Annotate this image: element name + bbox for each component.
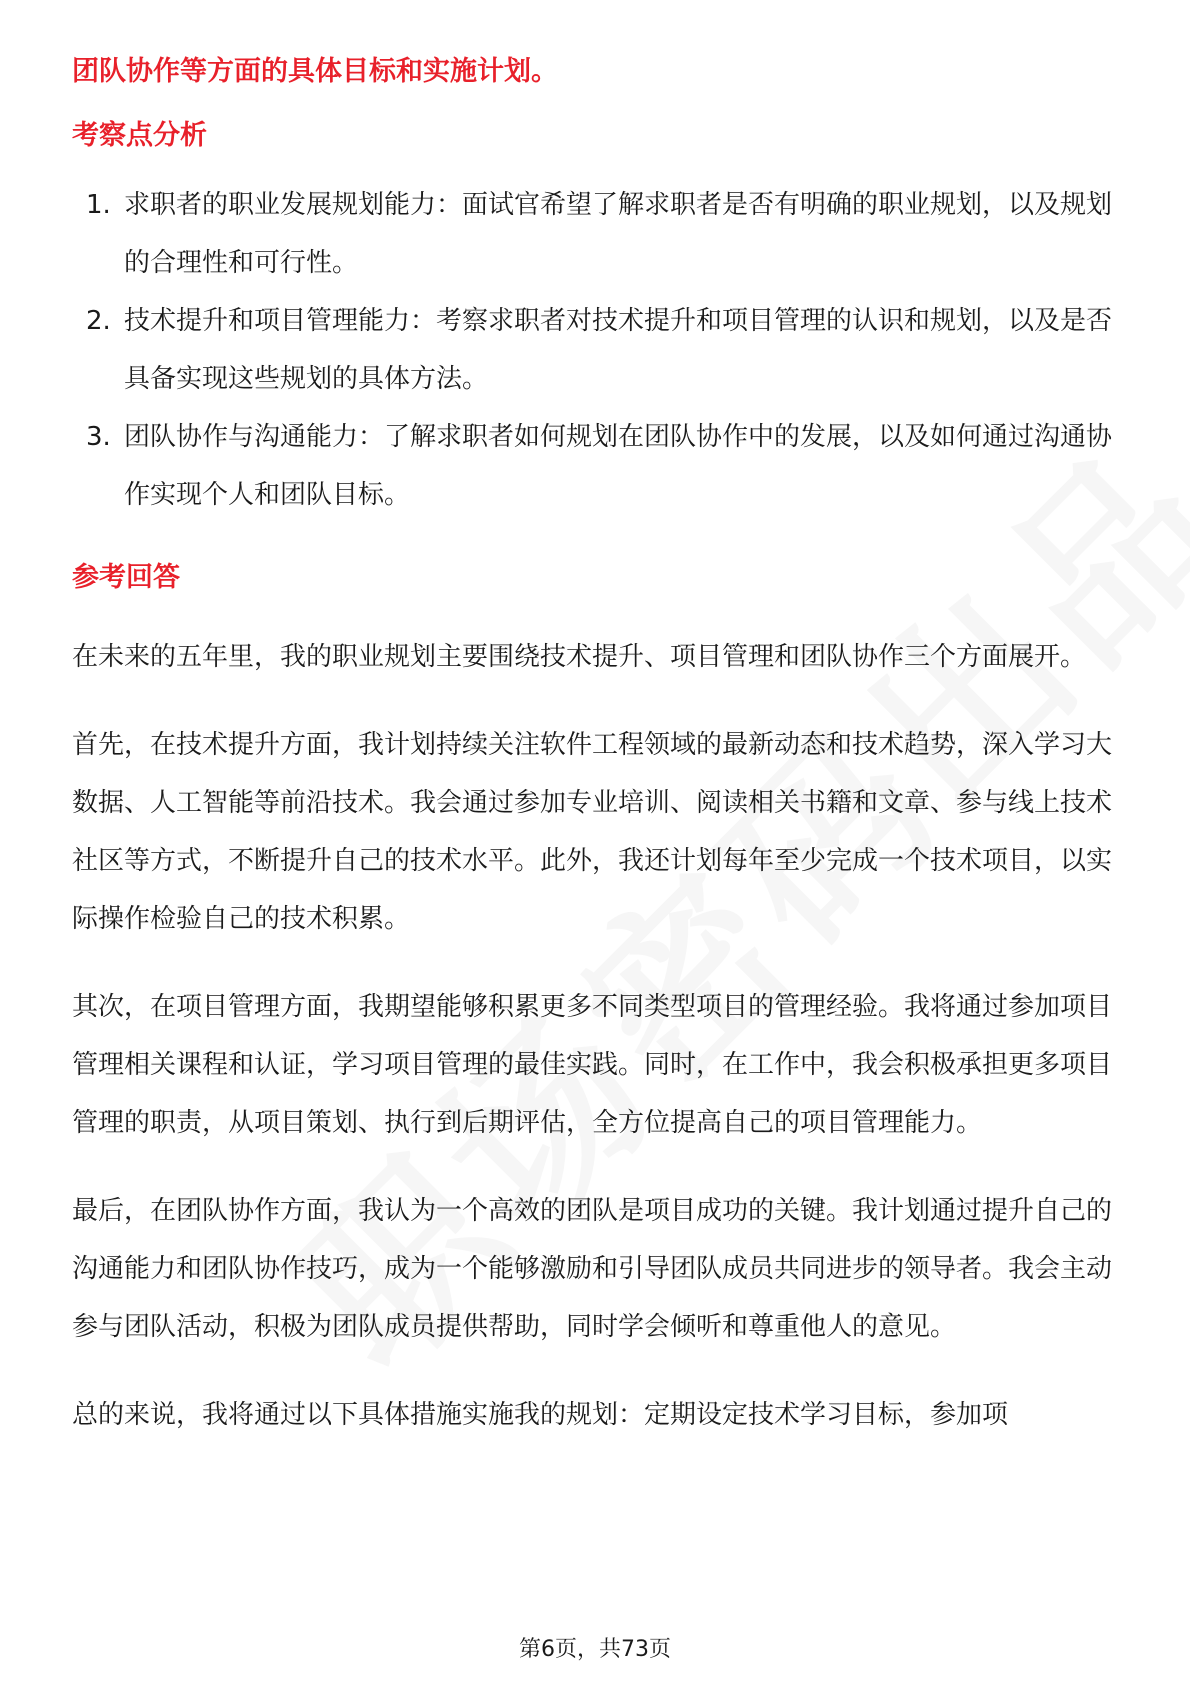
list-item [72,176,1122,292]
list-item-number: 1. [86,190,111,220]
page-number: 第6页，共73页 [519,1637,671,1662]
list-item-number: 3. [86,422,111,452]
top-heading: 团队协作等方面的具体目标和实施计划。 [72,56,558,87]
list-item-text: 技术提升和项目管理能力：考察求职者对技术提升和项目管理的认识和规划，以及是否具备实现这些规划的具体方法。 [124,306,1113,394]
answer-paragraph: 总的来说，我将通过以下具体措施实施我的规划：定期设定技术学习目标，参加项 [72,1400,1009,1430]
answer-paragraph: 首先，在技术提升方面，我计划持续关注软件工程领域的最新动态和技术趋势，深入学习大数据、人工智能等前沿技术。我会通过参加专业培训、阅读相关书籍和文章、参与线上技术社区等方式，不断提升自己的技术水平。此外，我还计划每年至少完成一个技术项目，以实际操作检验自己的技术积累。 [72,730,1113,934]
analysis-list [72,176,1122,524]
answer-paragraph: 其次，在项目管理方面，我期望能够积累更多不同类型项目的管理经验。我将通过参加项目管理相关课程和认证，学习项目管理的最佳实践。同时，在工作中，我会积极承担更多项目管理的职责，从项目策划、执行到后期评估，全方位提高自己的项目管理能力。 [72,992,1113,1138]
list-item [72,292,1122,408]
list-item-text: 求职者的职业发展规划能力：面试官希望了解求职者是否有明确的职业规划，以及规划的合理性和可行性。 [124,190,1113,278]
analysis-heading: 考察点分析 [72,120,207,151]
list-item [72,408,1122,524]
answer-paragraph: 最后，在团队协作方面，我认为一个高效的团队是项目成功的关键。我计划通过提升自己的沟通能力和团队协作技巧，成为一个能够激励和引导团队成员共同进步的领导者。我会主动参与团队活动，积极为团队成员提供帮助，同时学会倾听和尊重他人的意见。 [72,1196,1113,1342]
document-page [72,44,1122,1444]
answer-paragraph: 在未来的五年里，我的职业规划主要围绕技术提升、项目管理和团队协作三个方面展开。 [72,642,1087,672]
list-item-text: 团队协作与沟通能力：了解求职者如何规划在团队协作中的发展，以及如何通过沟通协作实现个人和团队目标。 [124,422,1113,510]
answer-heading: 参考回答 [72,562,180,593]
list-item-number: 2. [86,306,111,336]
